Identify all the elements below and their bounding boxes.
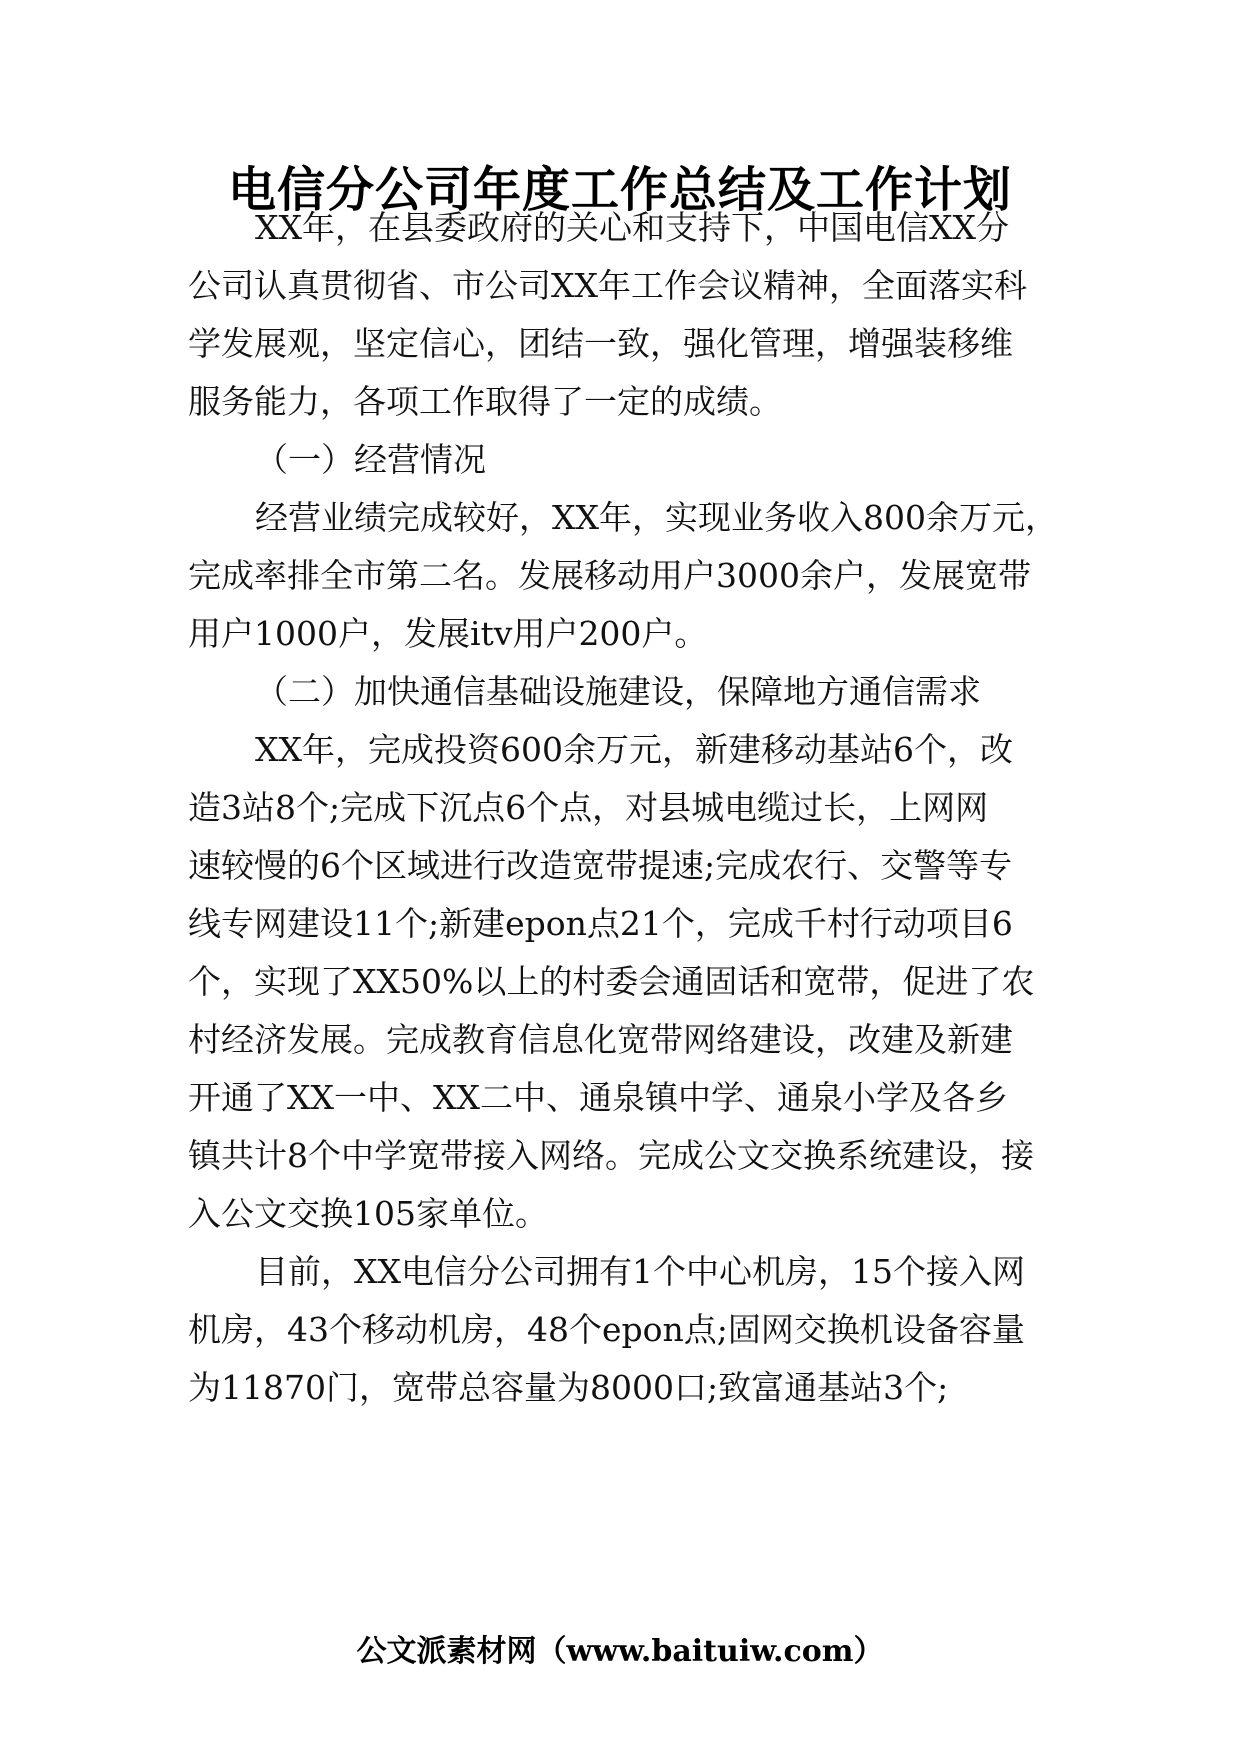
paragraph-line: 入公文交换105家单位。 [188, 1194, 548, 1233]
paragraph-line: 学发展观，坚定信心，团结一致，强化管理，增强装移维 [188, 324, 1013, 363]
section-heading: （一）经营情况 [255, 440, 486, 479]
paragraph-line: 为11870门，宽带总容量为8000口;致富通基站3个; [188, 1368, 949, 1407]
document-title: 电信分公司年度工作总结及工作计划 [227, 162, 1012, 218]
paragraph-line: 公司认真贯彻省、市公司XX年工作会议精神，全面落实科 [188, 266, 1027, 305]
footer-source: 公文派素材网（www.baituiw.com） [356, 1634, 884, 1669]
paragraph-line: 经营业绩完成较好，XX年，实现业务收入800余万元， [255, 498, 1058, 537]
paragraph-line: 用户1000户，发展itv用户200户。 [188, 614, 708, 653]
paragraph-line: 造3站8个;完成下沉点6个点，对县城电缆过长，上网网 [188, 788, 989, 827]
paragraph-line: 村经济发展。完成教育信息化宽带网络建设，改建及新建 [188, 1020, 1013, 1059]
paragraph-line: 个，实现了XX50%以上的村委会通固话和宽带，促进了农 [188, 962, 1035, 1001]
paragraph-line: 线专网建设11个;新建epon点21个，完成千村行动项目6 [188, 904, 1013, 943]
section-heading: （二）加快通信基础设施建设，保障地方通信需求 [255, 672, 981, 711]
paragraph-line: 速较慢的6个区域进行改造宽带提速;完成农行、交警等专 [188, 846, 1013, 885]
paragraph-line: 服务能力，各项工作取得了一定的成绩。 [188, 382, 782, 421]
paragraph-line: 镇共计8个中学宽带接入网络。完成公文交换系统建设，接 [188, 1136, 1034, 1175]
paragraph-line: 开通了XX一中、XX二中、通泉镇中学、通泉小学及各乡 [188, 1078, 1008, 1117]
paragraph-line: 完成率排全市第二名。发展移动用户3000余户，发展宽带 [188, 556, 1031, 595]
paragraph-line: XX年，在县委政府的关心和支持下，中国电信XX分 [255, 208, 1009, 247]
paragraph-line: 机房，43个移动机房，48个epon点;固网交换机设备容量 [188, 1310, 1025, 1349]
paragraph-line: 目前，XX电信分公司拥有1个中心机房，15个接入网 [255, 1252, 1025, 1291]
paragraph-line: XX年，完成投资600余万元，新建移动基站6个，改 [255, 730, 1013, 769]
